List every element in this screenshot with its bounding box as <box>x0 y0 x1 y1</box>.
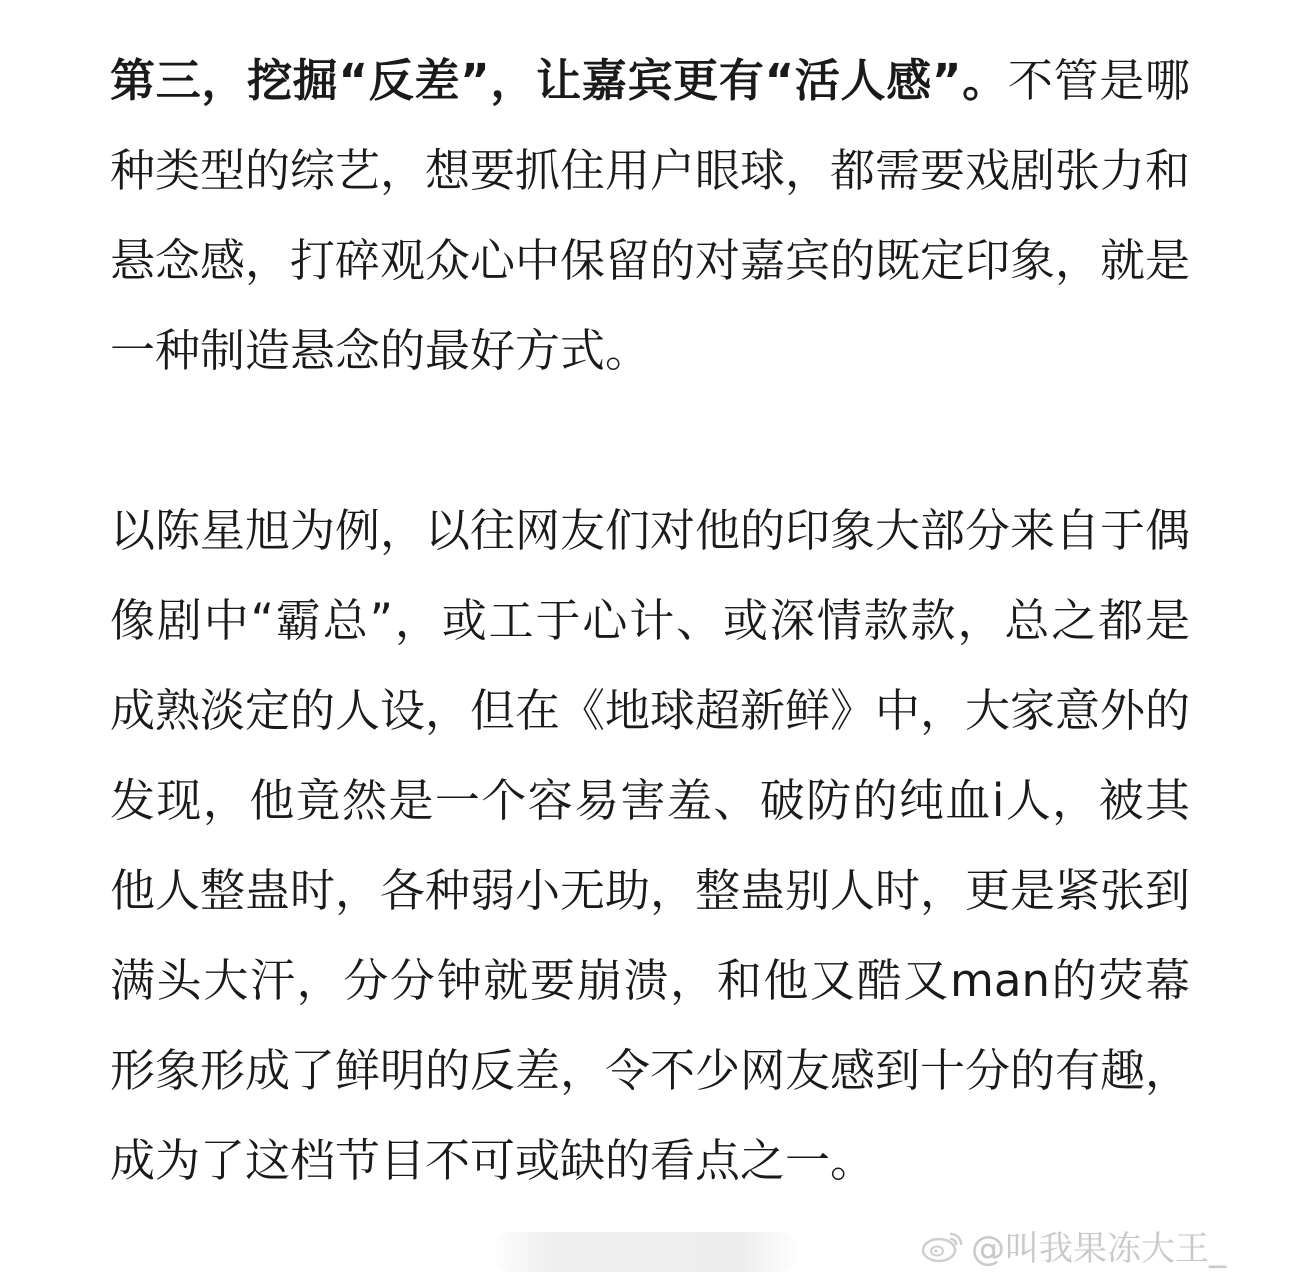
watermark <box>921 1221 1226 1270</box>
paragraph-lead: 第三，挖掘“反差”，让嘉宾更有“活人感”。 <box>110 54 1008 107</box>
watermark-text: @叫我果冻大王_ <box>971 1229 1226 1269</box>
paragraph-1 <box>110 36 1190 396</box>
paragraph-2 <box>110 486 1190 1206</box>
paragraph-text: 不管是哪种类型的综艺，想要抓住用户眼球，都需要戏剧张力和悬念感，打碎观众心中保留的对嘉宾的既定印象，就是一种制造悬念的最好方式。 <box>110 54 1191 377</box>
article-body <box>110 36 1190 1206</box>
paragraph-text: 以陈星旭为例，以往网友们对他的印象大部分来自于偶像剧中“霸总”，或工于心计、或深情款款，总之都是成熟淡定的人设，但在《地球超新鲜》中，大家意外的发现，他竟然是一个容易害羞、破防的纯血i人，被其他人整蛊时，各种弱小无助，整蛊别人时，更是紧张到满头大汗，分分钟就要崩溃，和他又酷又man的荧幕形象形成了鲜明的反差，令不少网友感到十分的有趣，成为了这档节目不可或缺的看点之一。 <box>110 504 1191 1187</box>
weibo-icon <box>921 1228 965 1264</box>
blurred-overlay <box>490 1232 800 1272</box>
